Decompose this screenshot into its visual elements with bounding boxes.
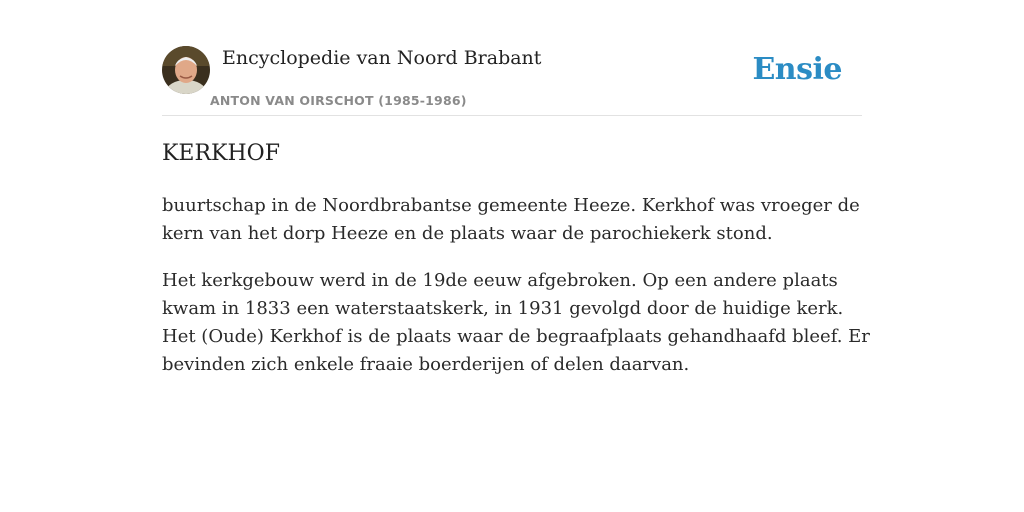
author-avatar — [162, 46, 210, 94]
ensie-logo[interactable]: Ensie — [752, 52, 842, 87]
entry-paragraph: Het kerkgebouw werd in de 19de eeuw afgebroken. Op een andere plaats kwam in 1833 een waterstaatskerk, in 1931 gevolgd door de huidige kerk. Het (Oude) Kerkhof is de plaats waar de begraafplaats gehandhaafd bleef. Er bevinden zich enkele fraaie boerderijen of delen daarvan. — [162, 270, 870, 375]
header — [162, 46, 862, 116]
entry-title: KERKHOF — [162, 141, 280, 166]
book-title[interactable]: Encyclopedie van Noord Brabant — [222, 47, 542, 69]
author-name[interactable]: ANTON VAN OIRSCHOT (1985-1986) — [210, 93, 467, 108]
entry-body — [162, 192, 872, 398]
entry-paragraph: buurtschap in de Noordbrabantse gemeente Heeze. Kerkhof was vroeger de kern van het dorp Heeze en de plaats waar de parochiekerk stond. — [162, 195, 860, 244]
